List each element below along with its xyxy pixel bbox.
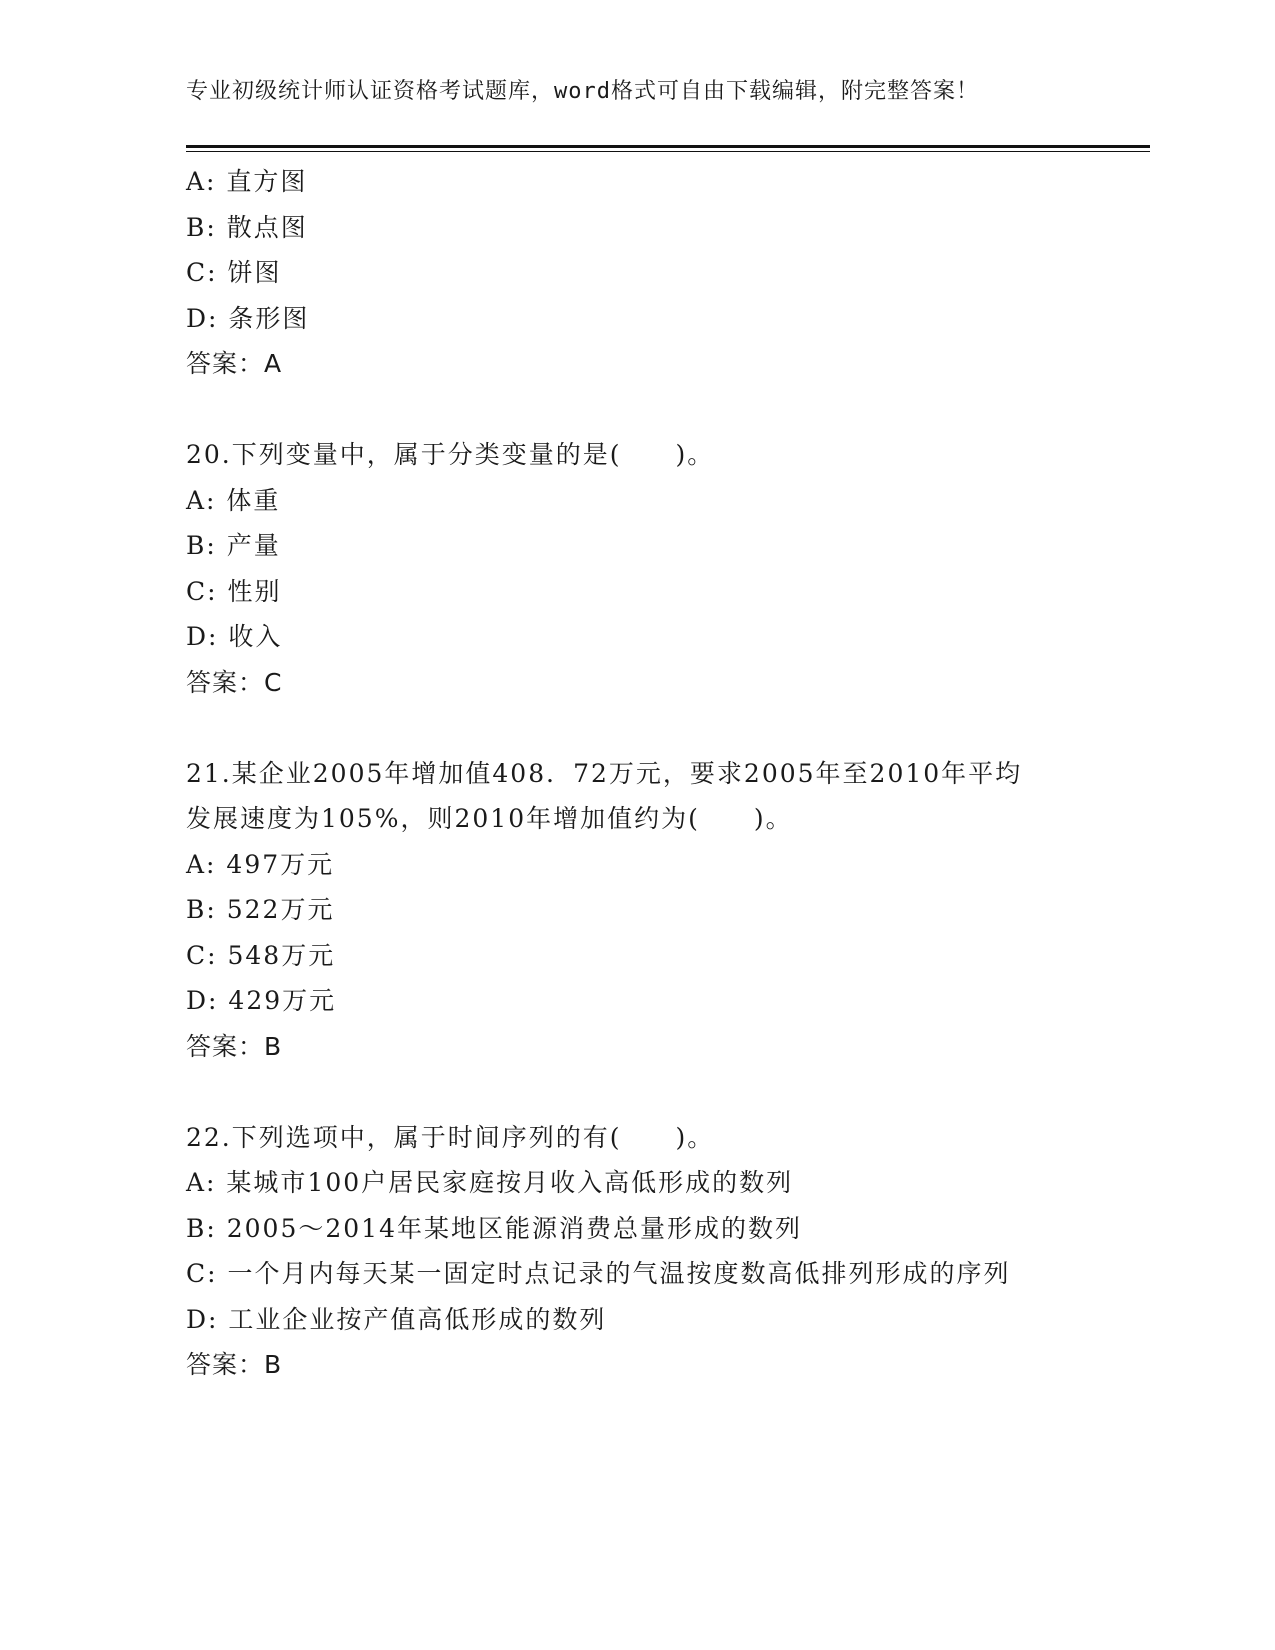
- answer: 答案：B: [186, 1031, 283, 1061]
- option-b: B: 522万元: [186, 895, 335, 924]
- option-a: A: 体重: [186, 485, 281, 515]
- page-header: 专业初级统计师认证资格考试题库，word格式可自由下载编辑，附完整答案！: [186, 79, 979, 104]
- option-b: B: 散点图: [186, 212, 308, 242]
- question-text: 20.下列变量中，属于分类变量的是( )。: [186, 440, 715, 469]
- answer: 答案：B: [186, 1350, 283, 1379]
- question-20: [186, 432, 1086, 705]
- option-c: C: 548万元: [186, 940, 336, 970]
- spacer: [186, 1069, 1086, 1115]
- question-19: [186, 159, 1086, 387]
- option-c: C: 饼图: [186, 258, 282, 287]
- question-21: [186, 751, 1086, 1070]
- option-c: C: 性别: [186, 576, 282, 606]
- header-rule-thin: [186, 151, 1150, 152]
- option-d: D: 条形图: [186, 303, 310, 333]
- spacer: [186, 387, 1086, 433]
- option-d: D: 工业企业按产值高低形成的数列: [186, 1304, 607, 1334]
- question-text-line-1: 21.某企业2005年增加值408．72万元，要求2005年至2010年平均: [186, 758, 1023, 788]
- option-d: D: 收入: [186, 622, 283, 651]
- answer: 答案：C: [186, 667, 283, 697]
- answer: 答案：A: [186, 349, 283, 378]
- question-text-line-2: 发展速度为105%，则2010年增加值约为( )。: [186, 804, 793, 833]
- spacer: [186, 705, 1086, 751]
- question-text: 22.下列选项中，属于时间序列的有( )。: [186, 1122, 715, 1152]
- option-c: C: 一个月内每天某一固定时点记录的气温按度数高低排列形成的序列: [186, 1259, 1011, 1288]
- option-d: D: 429万元: [186, 986, 337, 1015]
- option-a: A: 497万元: [186, 849, 335, 879]
- option-a: A: 直方图: [186, 167, 308, 196]
- option-a: A: 某城市100户居民家庭按月收入高低形成的数列: [186, 1168, 794, 1197]
- header-rule-thick: [186, 145, 1150, 148]
- option-b: B: 2005～2014年某地区能源消费总量形成的数列: [186, 1213, 802, 1243]
- option-b: B: 产量: [186, 531, 281, 560]
- question-list: [186, 159, 1086, 1388]
- question-22: [186, 1115, 1086, 1388]
